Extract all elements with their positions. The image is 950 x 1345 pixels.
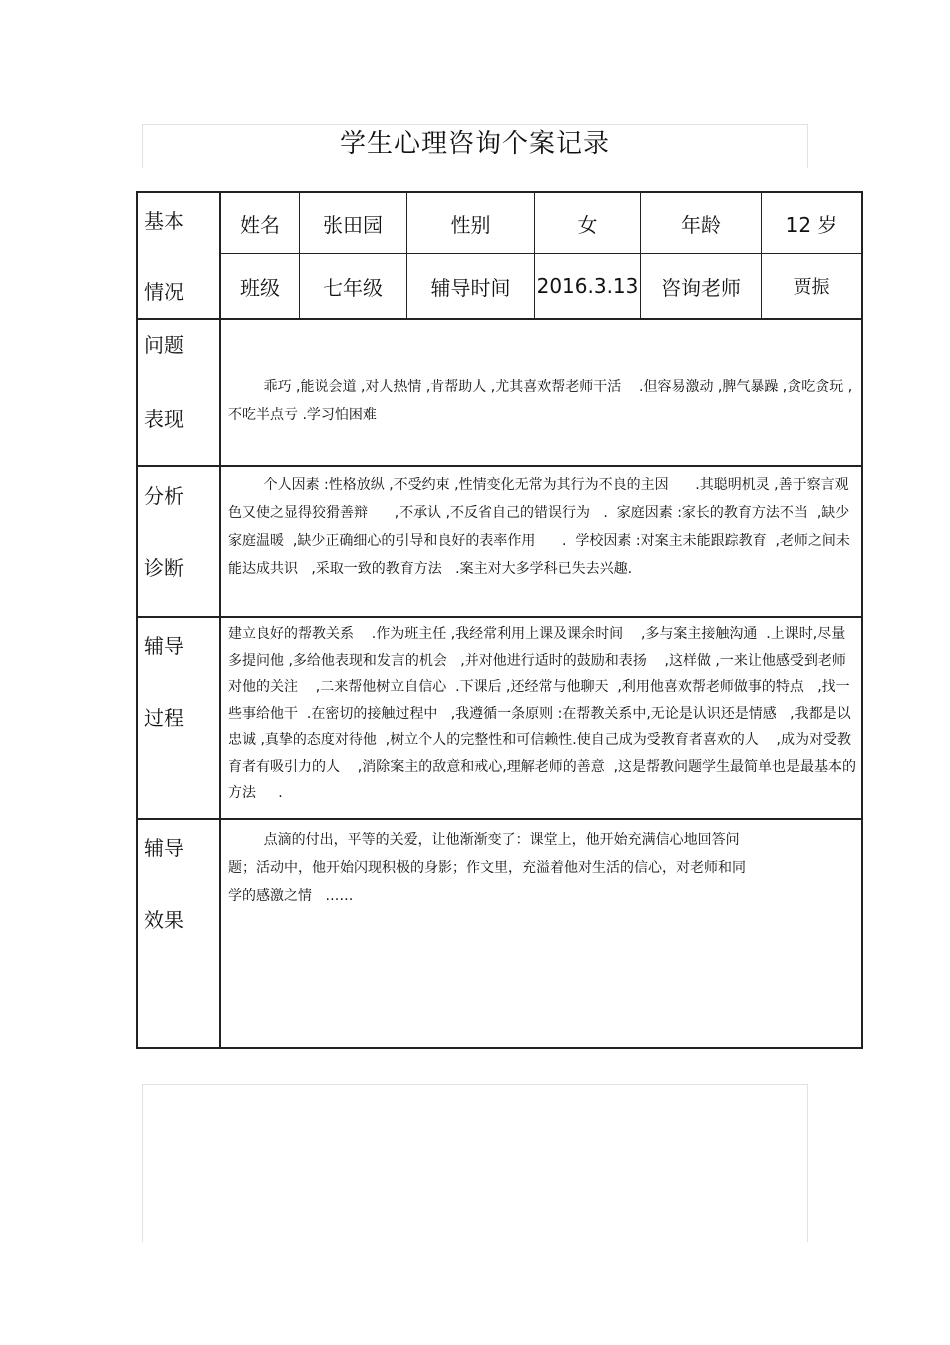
analysis-label bbox=[136, 467, 220, 616]
class-label: 班级 bbox=[240, 275, 280, 300]
age-value: 12 岁 bbox=[785, 212, 838, 237]
name-value: 张田园 bbox=[323, 212, 383, 237]
section-divider-process bbox=[136, 616, 863, 618]
class-value: 七年级 bbox=[323, 275, 383, 300]
problem-label-line1: 问题 bbox=[144, 333, 184, 357]
analysis-label-line1: 分析 bbox=[144, 484, 184, 508]
process-label-line1: 辅导 bbox=[144, 634, 184, 658]
problem-text: 乖巧 ,能说会道 ,对人热情 ,肯帮助人 ,尤其喜欢帮老师干活 .但容易激动 ,脾气暴躁 ,贪吃贪玩 ,不吃半点亏 .学习怕困难 bbox=[228, 379, 853, 423]
effect-label bbox=[136, 820, 220, 1047]
empty-frame bbox=[142, 1084, 808, 1242]
basic-info-label-line1: 基本 bbox=[144, 209, 184, 233]
page-title: 学生心理咨询个案记录 bbox=[339, 129, 610, 159]
process-label-line2: 过程 bbox=[144, 706, 184, 730]
counselor-label: 咨询老师 bbox=[661, 275, 741, 300]
gender-value: 女 bbox=[577, 212, 598, 237]
section-divider-analysis bbox=[136, 465, 863, 467]
basic-info-label bbox=[136, 193, 220, 318]
effect-label-line2: 效果 bbox=[144, 908, 184, 932]
counseling-time-value: 2016.3.13 bbox=[536, 274, 639, 298]
analysis-text: 个人因素 :性格放纵 ,不受约束 ,性情变化无常为其行为不良的主因 .其聪明机灵 ,善于察言观色又使之显得狡猾善辩 ,不承认 ,不反省自己的错误行为 . 家庭因素 :家长的教育方法不当 ,缺少家庭温暖 ,缺少正确细心的引导和良好的表率作用 . 学校因素 :对案主未能跟踪教育 ,老师之间未能达成共识 ,采取一致的教育方法 .案主对大多学科已失去兴趣. bbox=[228, 477, 850, 577]
counselor-value: 贾振 bbox=[793, 277, 830, 298]
counseling-time-label: 辅导时间 bbox=[430, 275, 511, 300]
age-label: 年龄 bbox=[681, 212, 721, 237]
problem-label bbox=[136, 320, 220, 465]
process-label bbox=[136, 618, 220, 818]
basic-info-label-line2: 情况 bbox=[144, 280, 184, 304]
gender-label: 性别 bbox=[450, 212, 491, 237]
section-divider-problem bbox=[136, 318, 863, 320]
table-border-bottom bbox=[136, 1047, 863, 1049]
effect-label-line1: 辅导 bbox=[144, 836, 184, 860]
section-divider-effect bbox=[136, 818, 863, 820]
problem-label-line2: 表现 bbox=[144, 407, 184, 431]
analysis-label-line2: 诊断 bbox=[144, 556, 184, 580]
process-text: 建立良好的帮教关系 .作为班主任 ,我经常利用上课及课余时间 ,多与案主接触沟通 .上课时,尽量多提问他 ,多给他表现和发言的机会 ,并对他进行适时的鼓励和表扬 ,这样做 ,一来让他感受到老师对他的关注 ,二来帮他树立自信心 .下课后 ,还经常与他聊天 ,利用他喜欢帮老师做事的特点 ,找一些事给他干 .在密切的接触过程中 ,我遵循一条原则 :在帮教关系中,无论是认识还是情感 ,我都是以忠诚 ,真挚的态度对待他 ,树立个人的完整性和可信赖性.使自己成为受教育者喜欢的人 ,成为对受教育者有吸引力的人 ,消除案主的敌意和戒心,理解老师的善意 ,这是帮教问题学生最简单也是最基本的方法 . bbox=[228, 626, 857, 801]
name-label: 姓名 bbox=[240, 212, 280, 237]
effect-text: 点滴的付出，平等的关爱，让他渐渐变了：课堂上，他开始充满信心地回答问 题；活动中，他开始闪现积极的身影；作文里，充溢着他对生活的信心，对老师和同 学的感激之情 …… bbox=[228, 832, 746, 904]
